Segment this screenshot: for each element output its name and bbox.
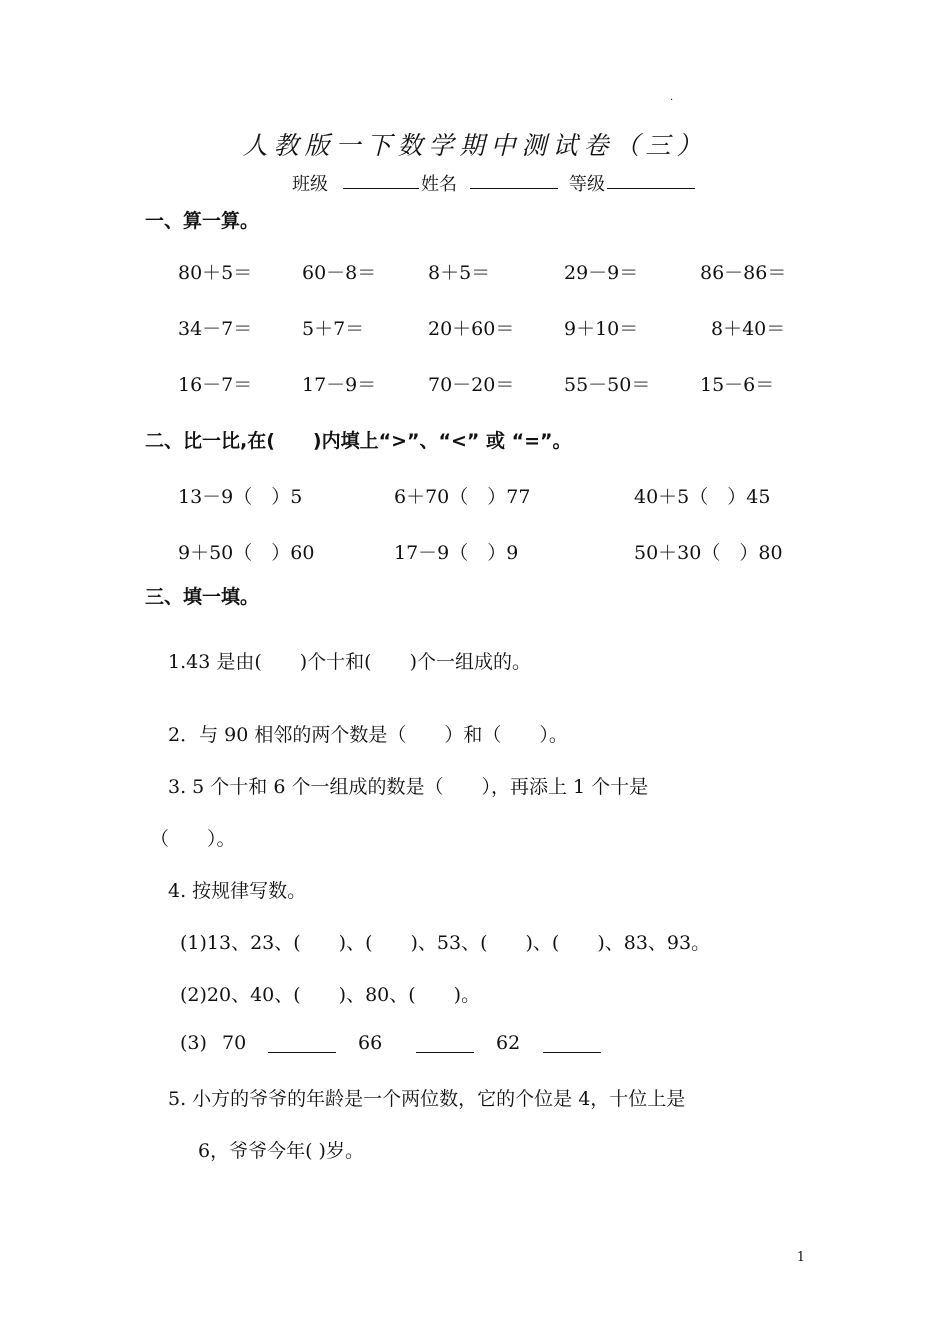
calc-item: 80＋5＝: [178, 262, 253, 284]
calc-item: 55－50＝: [564, 374, 651, 396]
calc-item: 34－7＝: [178, 318, 253, 340]
question-5-line-2: 6，爷爷今年( )岁。: [198, 1140, 364, 1162]
section-1-heading: 一、算一算。: [145, 210, 260, 232]
question-5-line-1: 5. 小方的爷爷的年龄是一个两位数，它的个位是 4，十位上是: [168, 1088, 686, 1110]
question-3-line-1: 3. 5 个十和 6 个一组成的数是（ ），再添上 1 个十是: [168, 776, 649, 798]
calc-item: 9＋10＝: [564, 318, 639, 340]
section-2-heading: 二、比一比,在( )内填上“>”、“<” 或 “=”。: [145, 430, 572, 452]
name-label: 姓名: [421, 174, 457, 195]
compare-item: 13－9（ ）5: [178, 486, 303, 508]
compare-item: 40＋5（ ）45: [634, 486, 771, 508]
calc-item: 8＋5＝: [428, 262, 491, 284]
compare-item: 6＋70（ ）77: [394, 486, 531, 508]
question-3-line-2: （ ）。: [150, 828, 236, 850]
sequence-blank[interactable]: [268, 1034, 336, 1053]
name-blank[interactable]: [470, 170, 558, 189]
calc-item: 60－8＝: [302, 262, 377, 284]
calc-item: 15－6＝: [700, 374, 775, 396]
compare-item: 17－9（ ）9: [394, 542, 519, 564]
question-4-part-3-label: (3): [180, 1032, 207, 1054]
compare-item: 9＋50（ ）60: [178, 542, 315, 564]
question-1: 1.43 是由( )个十和( )个一组成的。: [168, 651, 531, 673]
sequence-blank[interactable]: [543, 1034, 601, 1053]
calc-item: 70－20＝: [428, 374, 515, 396]
class-label: 班级: [292, 174, 328, 195]
sequence-blank[interactable]: [416, 1034, 474, 1053]
question-4-part-2: (2)20、40、( )、80、( )。: [180, 984, 481, 1006]
question-2: 2．与 90 相邻的两个数是（ ）和（ ）。: [168, 724, 568, 746]
sequence-value: 70: [222, 1032, 247, 1054]
question-4: 4. 按规律写数。: [168, 880, 307, 902]
calc-item: 16－7＝: [178, 374, 253, 396]
calc-item: 86－86＝: [700, 262, 787, 284]
calc-item: 8＋40＝: [711, 318, 786, 340]
class-blank[interactable]: [343, 170, 419, 189]
corner-dot: .: [670, 92, 674, 103]
sequence-value: 62: [496, 1032, 521, 1054]
section-3-heading: 三、填一填。: [145, 586, 260, 608]
sequence-value: 66: [358, 1032, 383, 1054]
question-4-part-1: (1)13、23、( )、( )、53、( )、( )、83、93。: [180, 932, 711, 954]
calc-item: 5＋7＝: [302, 318, 365, 340]
calc-item: 17－9＝: [302, 374, 377, 396]
page-number: 1: [796, 1250, 805, 1265]
grade-label: 等级: [569, 174, 605, 195]
calc-item: 29－9＝: [564, 262, 639, 284]
calc-item: 20＋60＝: [428, 318, 515, 340]
page-title: 人教版一下数学期中测试卷（三）: [242, 131, 708, 160]
compare-item: 50＋30（ ）80: [634, 542, 783, 564]
grade-blank[interactable]: [607, 170, 695, 189]
